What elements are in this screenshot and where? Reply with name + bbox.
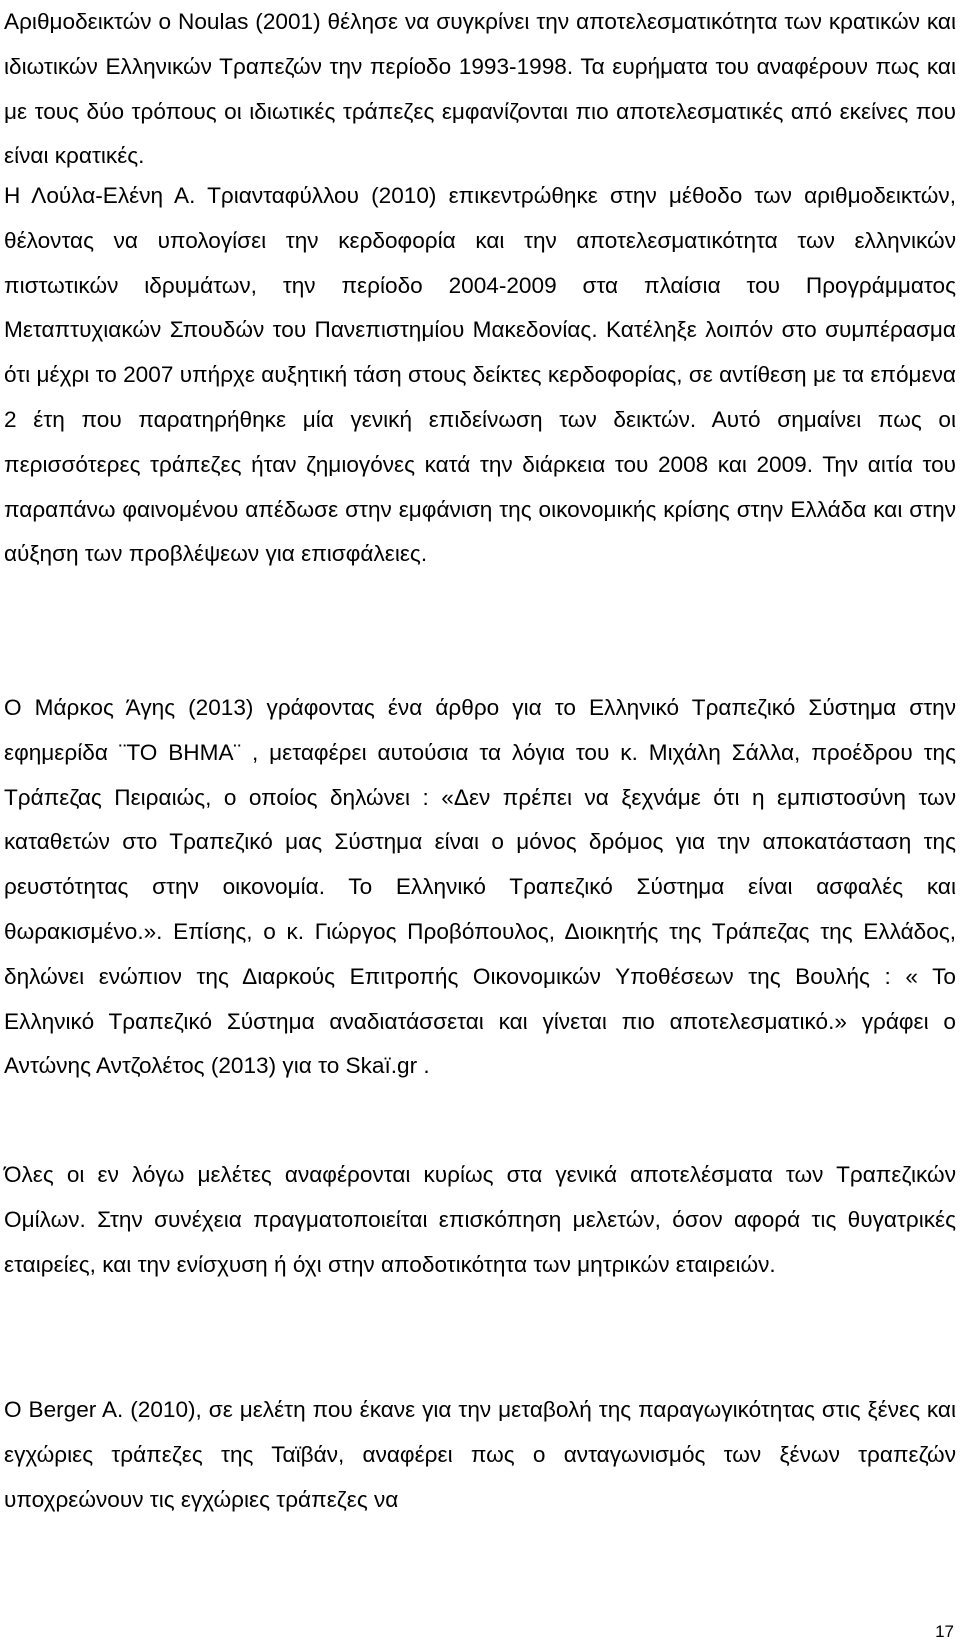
paragraph-studies-overview: Όλες οι εν λόγω μελέτες αναφέρονται κυρίως στα γενικά αποτελέσματα των Τραπεζικών Ομίλων. Στην συνέχεια πραγματοποιείται επισκόπηση μελετών, όσον αφορά τις θυγατρικές εταιρείες, και την ενίσχυση ή όχι στην αποδοτικότητα των μητρικών εταιρειών. <box>4 1162 956 1277</box>
paragraph-berger-study: Ο Berger A. (2010), σε μελέτη που έκανε για την μεταβολή της παραγωγικότητας στις ξένες και εγχώριες τράπεζες της Ταϊβάν, αναφέρει πως ο ανταγωνισμός των ξένων τραπεζών υποχρεώνουν τις εγχώριες τράπεζες να <box>4 1397 956 1512</box>
paragraph-noulas-study: Αριθμοδεικτών ο Noulas (2001) θέλησε να συγκρίνει την αποτελεσματικότητα των κρατικών και ιδιωτικών Ελληνικών Τραπεζών την περίοδο 1993-1998. Τα ευρήματα του αναφέρουν πως και με τους δύο τρόπους οι ιδιωτικές τράπεζες εμφανίζονται πιο αποτελεσματικές από εκείνες που είναι κρατικές. <box>4 9 956 169</box>
paragraph-agis-article: Ο Μάρκος Άγης (2013) γράφοντας ένα άρθρο για το Ελληνικό Τραπεζικό Σύστημα στην εφημερίδα ¨ΤΟ ΒΗΜΑ¨ , μεταφέρει αυτούσια τα λόγια του κ. Μιχάλη Σάλλα, προέδρου της Τράπεζας Πειραιώς, ο οποίος δηλώνει : «Δεν πρέπει να ξεχνάμε ότι η εμπιστοσύνη των καταθετών στο Τραπεζικό μας Σύστημα είναι ο μόνος δρόμος για την αποκατάσταση της ρευστότητας στην οικονομία. Το Ελληνικό Τραπεζικό Σύστημα είναι ασφαλές και θωρακισμένο.». Επίσης, ο κ. Γιώργος Προβόπουλος, Διοικητής της Τράπεζας της Ελλάδος, δηλώνει ενώπιον της Διαρκούς Επιτροπής Οικονομικών Υποθέσεων της Βουλής : « Το Ελληνικό Τραπεζικό Σύστημα αναδιατάσσεται και γίνεται πιο αποτελεσματικό.» γράφει ο Αντώνης Αντζολέτος (2013) για το Skaï.gr . <box>4 695 956 1079</box>
paragraph-triantafyllou-study: Η Λούλα-Ελένη Α. Τριανταφύλλου (2010) επικεντρώθηκε στην μέθοδο των αριθμοδεικτών, θέλοντας να υπολογίσει την κερδοφορία και την αποτελεσματικότητα των ελληνικών πιστωτικών ιδρυμάτων, την περίοδο 2004-2009 στα πλαίσια του Προγράμματος Μεταπτυχιακών Σπουδών του Πανεπιστημίου Μακεδονίας. Κατέληξε λοιπόν στο συμπέρασμα ότι μέχρι το 2007 υπήρχε αυξητική τάση στους δείκτες κερδοφορίας, σε αντίθεση με τα επόμενα 2 έτη που παρατηρήθηκε μία γενική επιδείνωση των δεικτών. Αυτό σημαίνει πως οι περισσότερες τράπεζες ήταν ζημιογόνες κατά την διάρκεια του 2008 και 2009. Την αιτία του παραπάνω φαινομένου απέδωσε στην εμφάνιση της οικονομικής κρίσης στην Ελλάδα και στην αύξηση των προβλέψεων για επισφάλειες. <box>4 183 956 567</box>
page-number: 17 <box>935 1622 954 1641</box>
